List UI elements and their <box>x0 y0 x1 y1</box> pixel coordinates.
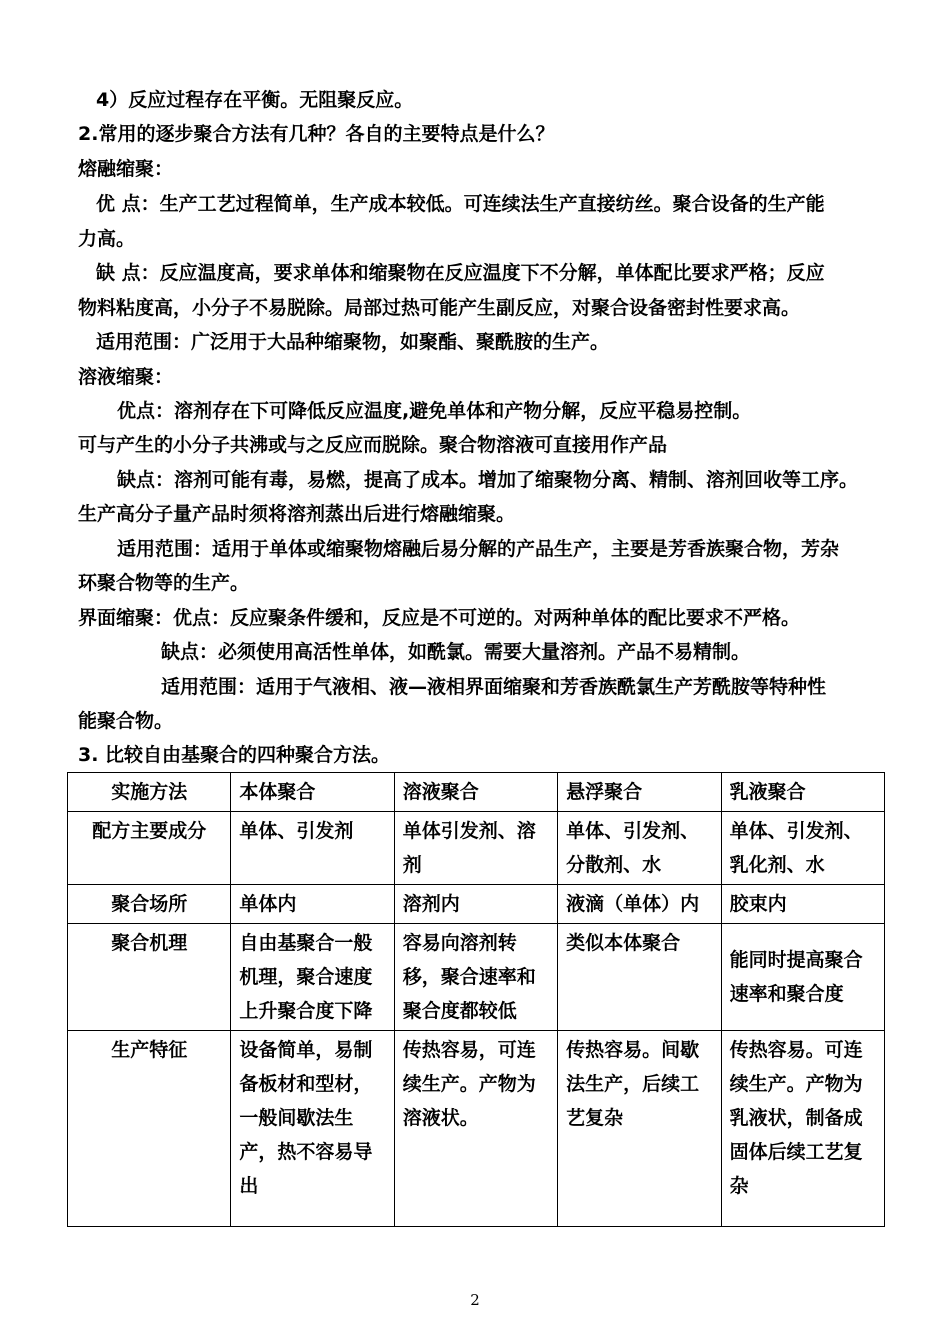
text-line: 环聚合物等的生产。 <box>78 572 250 594</box>
table-cell: 单体、引发剂、乳化剂、水 <box>721 812 884 885</box>
text-line: 能聚合物。 <box>78 710 174 732</box>
table-row <box>68 1031 885 1227</box>
section-heading: 熔融缩聚： <box>78 158 174 180</box>
table-cell: 类似本体聚合 <box>558 924 721 1031</box>
table-row-label: 生产特征 <box>68 1031 231 1227</box>
table-cell: 容易向溶剂转移，聚合速率和聚合度都较低 <box>394 924 557 1031</box>
text-line: 缺点：必须使用高活性单体，如酰氯。需要大量溶剂。产品不易精制。 <box>161 641 751 663</box>
table-header-cell: 乳液聚合 <box>721 773 884 812</box>
table-cell: 设备简单，易制备板材和型材，一般间歇法生产，热不容易导出 <box>231 1031 394 1227</box>
table-row <box>68 885 885 924</box>
table-cell: 胶束内 <box>721 885 884 924</box>
table-cell: 液滴（单体）内 <box>558 885 721 924</box>
table-cell: 传热容易，可连续生产。产物为溶液状。 <box>394 1031 557 1227</box>
text-line: 缺 点：反应温度高，要求单体和缩聚物在反应温度下不分解，单体配比要求严格；反应 <box>96 262 825 284</box>
text-line: 适用范围：广泛用于大品种缩聚物，如聚酯、聚酰胺的生产。 <box>96 331 610 353</box>
question-heading: 2.常用的逐步聚合方法有几种？各自的主要特点是什么？ <box>78 123 555 145</box>
table-cell: 传热容易。可连续生产。产物为乳液状，制备成固体后续工艺复杂 <box>721 1031 884 1227</box>
table-cell: 单体、引发剂、分散剂、水 <box>558 812 721 885</box>
text-line: 力高。 <box>78 228 136 250</box>
text-line: 物料粘度高，小分子不易脱除。局部过热可能产生副反应，对聚合设备密封性要求高。 <box>78 297 801 319</box>
text-line: 适用范围：适用于气液相、液—液相界面缩聚和芳香族酰氯生产芳酰胺等特种性 <box>161 676 827 698</box>
table-cell: 能同时提高聚合速率和聚合度 <box>721 924 884 1031</box>
table-cell: 传热容易。间歇法生产，后续工艺复杂 <box>558 1031 721 1227</box>
text-line: 优点：溶剂存在下可降低反应温度,避免单体和产物分解，反应平稳易控制。 <box>117 400 752 422</box>
text-line: 生产高分子量产品时须将溶剂蒸出后进行熔融缩聚。 <box>78 503 516 525</box>
table-row <box>68 812 885 885</box>
table-cell: 单体内 <box>231 885 394 924</box>
page-number: 2 <box>470 1291 480 1309</box>
table-header-row <box>68 773 885 812</box>
table-header-cell: 悬浮聚合 <box>558 773 721 812</box>
comparison-table <box>67 772 885 1227</box>
table-row-label: 配方主要成分 <box>68 812 231 885</box>
text-line: 优 点：生产工艺过程简单，生产成本较低。可连续法生产直接纺丝。聚合设备的生产能 <box>96 193 825 215</box>
section-heading: 溶液缩聚： <box>78 366 174 388</box>
table-cell: 自由基聚合一般机理，聚合速度上升聚合度下降 <box>231 924 394 1031</box>
table-row-label: 聚合场所 <box>68 885 231 924</box>
text-line: 适用范围：适用于单体或缩聚物熔融后易分解的产品生产，主要是芳香族聚合物，芳杂 <box>117 538 840 560</box>
table-row <box>68 924 885 1031</box>
text-line: 4）反应过程存在平衡。无阻聚反应。 <box>96 89 414 111</box>
table-cell: 单体引发剂、溶剂 <box>394 812 557 885</box>
table-cell: 溶剂内 <box>394 885 557 924</box>
table-header-cell: 本体聚合 <box>231 773 394 812</box>
text-line: 界面缩聚：优点：反应聚条件缓和，反应是不可逆的。对两种单体的配比要求不严格。 <box>78 607 801 629</box>
table-row-label: 聚合机理 <box>68 924 231 1031</box>
text-line: 缺点：溶剂可能有毒，易燃，提高了成本。增加了缩聚物分离、精制、溶剂回收等工序。 <box>117 469 859 491</box>
table-header-cell: 溶液聚合 <box>394 773 557 812</box>
text-line: 可与产生的小分子共沸或与之反应而脱除。聚合物溶液可直接用作产品 <box>78 434 668 456</box>
table-cell: 单体、引发剂 <box>231 812 394 885</box>
table-header-cell: 实施方法 <box>68 773 231 812</box>
question-heading: 3. 比较自由基聚合的四种聚合方法。 <box>78 744 391 766</box>
